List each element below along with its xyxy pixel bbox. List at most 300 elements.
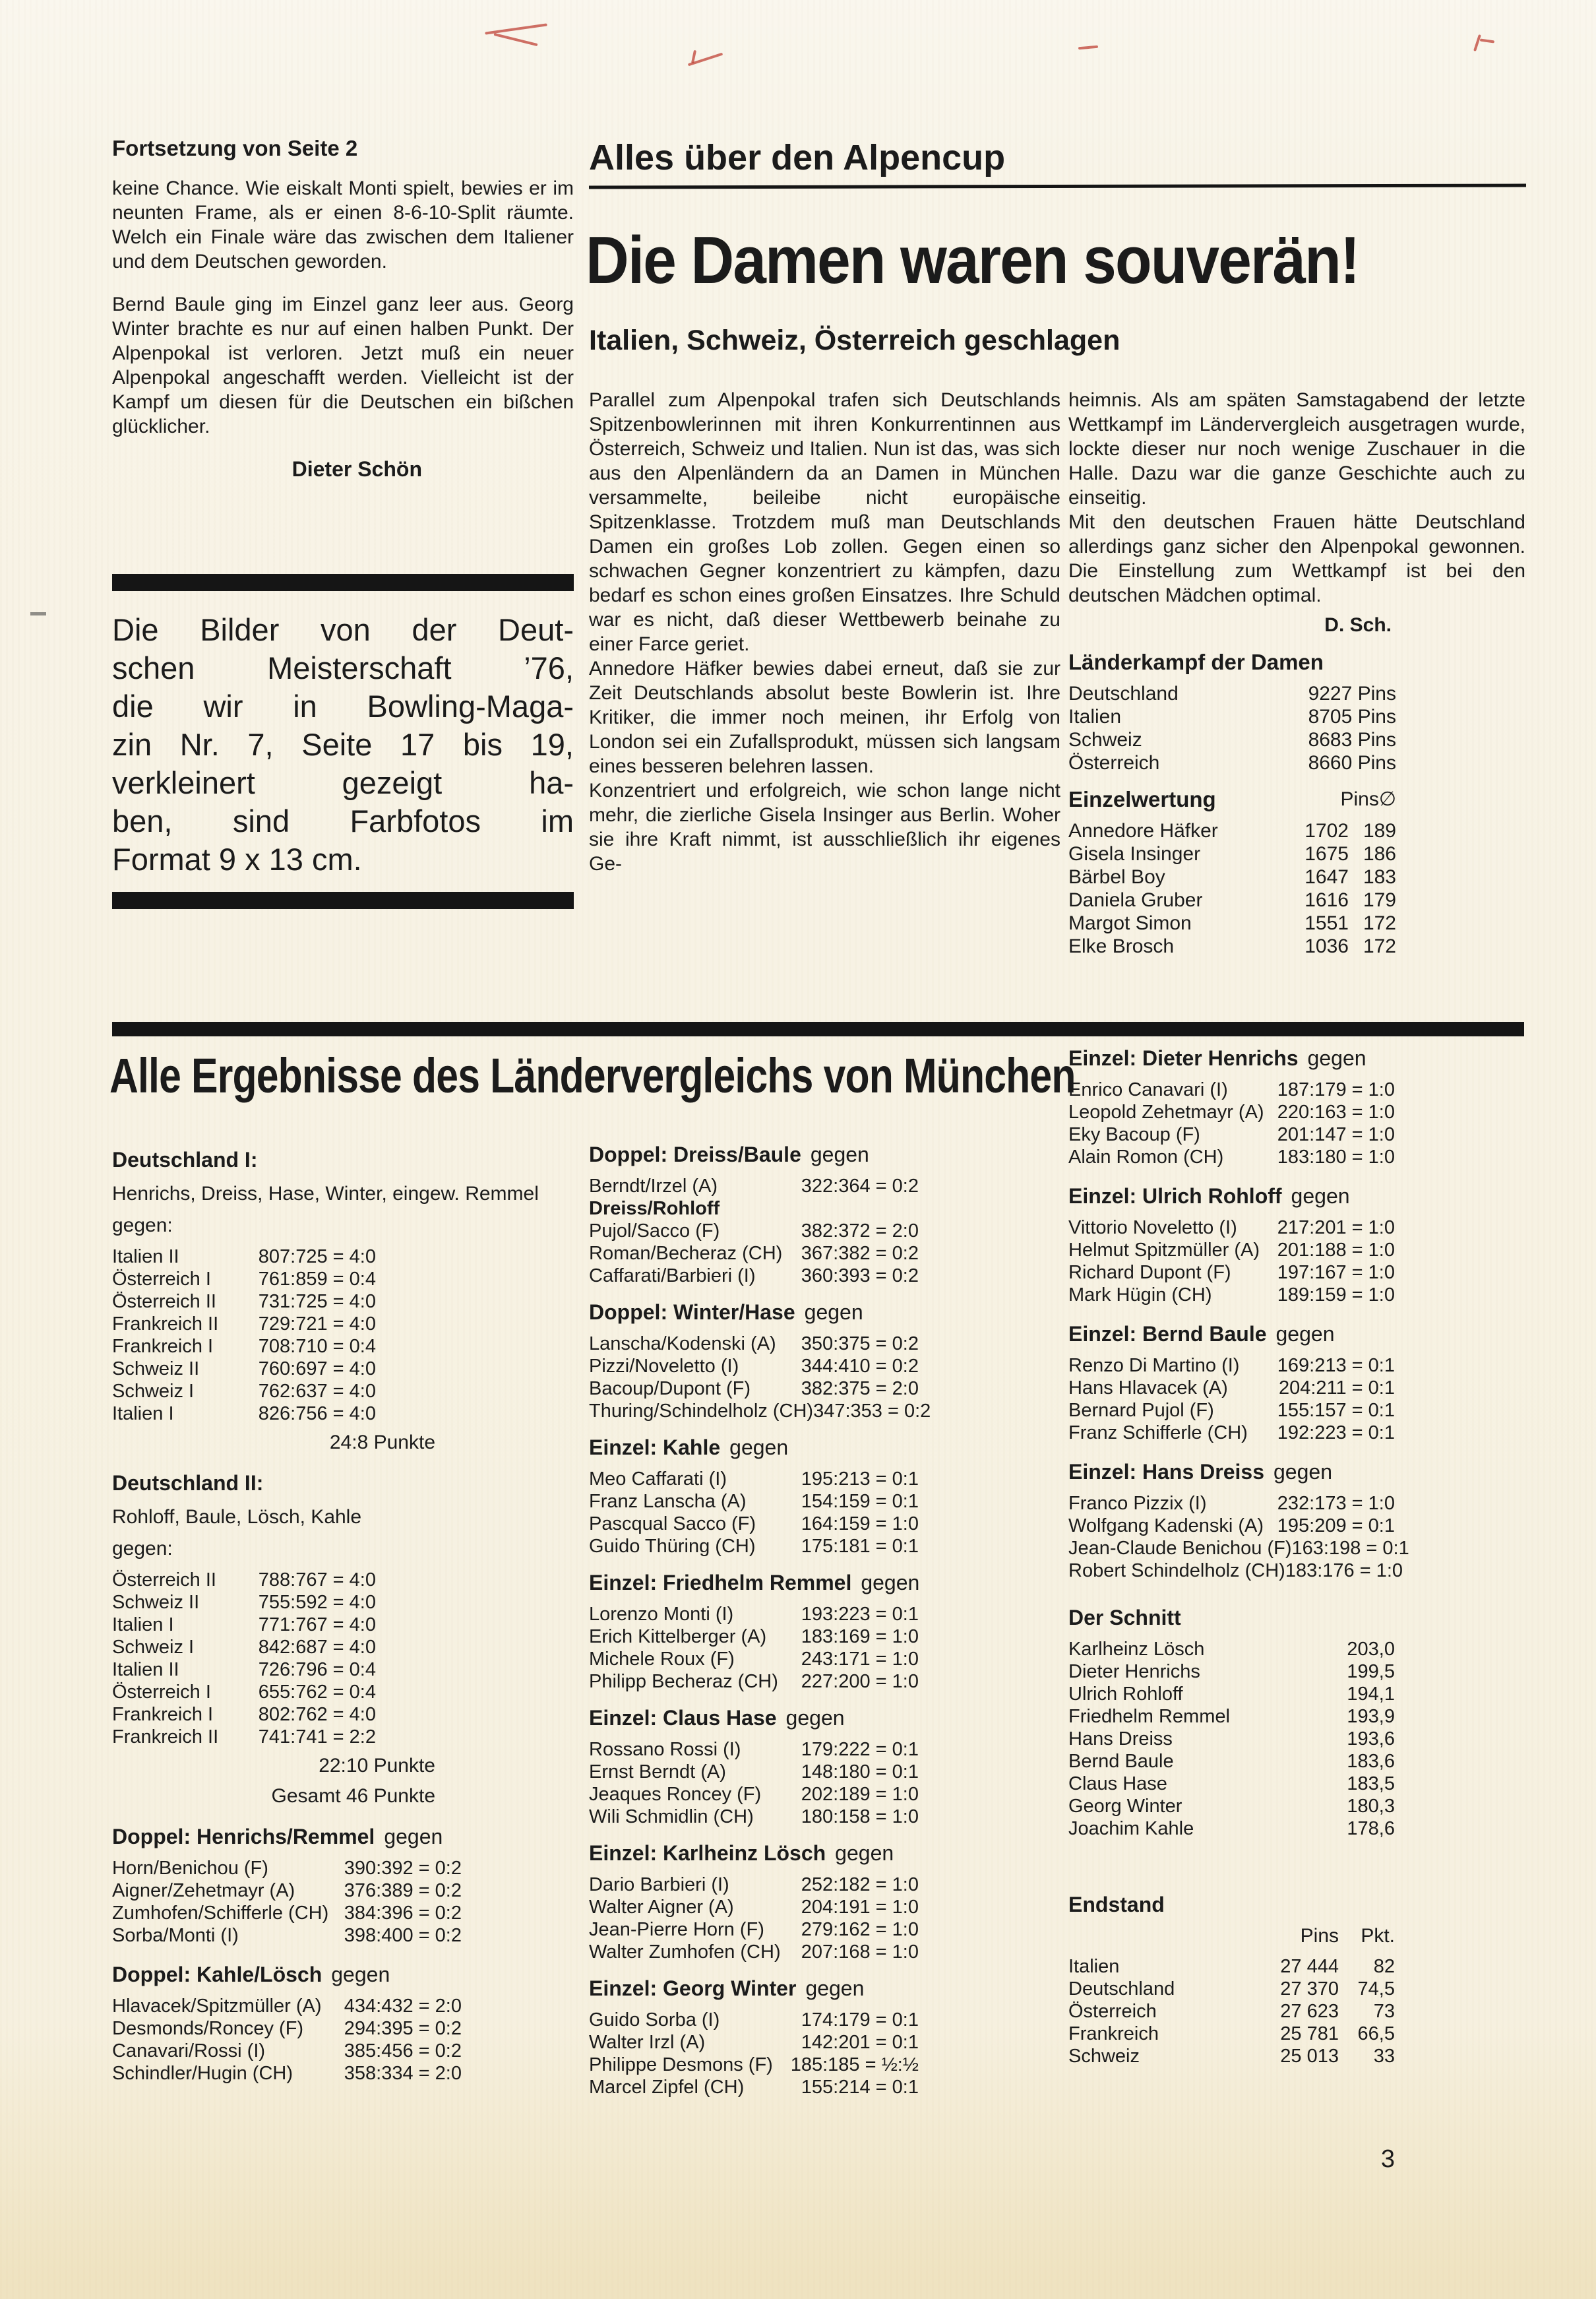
promo-word: Farbfotos [350,803,481,838]
result-row [1068,1537,1409,1559]
result-score: 760:697 = 4:0 [258,1358,376,1379]
player-avg: 172 [1363,935,1396,957]
result-name: Walter Aigner (A) [589,1897,734,1918]
result-name: Zumhofen/Schifferle (CH) [112,1903,329,1924]
section-heading-bold: Einzel: Friedhelm Remmel [589,1571,852,1594]
result-row [112,1879,462,1902]
result-score: 741:741 = 2:2 [258,1726,376,1748]
result-score: 169:213 = 0:1 [1277,1355,1395,1376]
results-title-text: Alle Ergebnisse des Ländervergleichs von München [109,1048,1076,1103]
result-score: 179:222 = 0:1 [801,1739,919,1760]
sub-headline: Italien, Schweiz, Österreich geschlagen [589,325,1120,356]
result-name: Jean-Pierre Horn (F) [589,1919,764,1940]
player-row [1068,819,1396,842]
result-row [1068,1705,1395,1728]
section-heading-bold: Einzel: Claus Hase [589,1706,777,1730]
section-heading-bold: Deutschland I: [112,1148,258,1172]
result-row [589,1896,919,1918]
promo-divider-bottom [112,892,574,909]
article-column-right [1068,388,1525,637]
section-heading-normal: gegen [1291,1184,1350,1208]
result-name: Eky Bacoup (F) [1068,1124,1200,1145]
result-score: 294:395 = 0:2 [344,2018,462,2039]
result-name: Dreiss/Rohloff [589,1198,720,1219]
section-heading [112,1148,574,1172]
section-heading-normal: gegen [384,1825,443,1848]
section-heading [1068,1893,1525,1917]
result-row [1068,1559,1403,1582]
result-name: Alain Romon (CH) [1068,1147,1224,1168]
result-score: 398:400 = 0:2 [344,1925,462,1946]
section-heading [1068,1606,1525,1630]
result-row [112,1681,376,1703]
promo-line [112,649,574,687]
result-score: 788:767 = 4:0 [258,1569,376,1590]
result-row [1068,1079,1395,1101]
result-name: Rossano Rossi (I) [589,1739,741,1760]
section-intro: Rohloff, Baule, Lösch, Kahle [112,1506,362,1528]
result-row [1068,1261,1395,1284]
gegen-label: gegen: [112,1214,173,1236]
promo-line [112,764,574,802]
endstand-header [1068,1925,1395,1947]
player-avg: 186 [1363,843,1396,865]
result-row [112,1380,376,1402]
result-row [112,1857,462,1879]
result-row [1068,1399,1395,1422]
result-score: 201:147 = 1:0 [1277,1124,1395,1145]
country-name: Schweiz [1068,2046,1140,2067]
damen-team-row [1068,682,1396,705]
body-paragraph: Annedore Häfker bewies dabei erneut, daß sie zur Zeit Deutschlands absolut beste Bowlerin ist. Ihre Kritiker, die immer noch meinen, ihr Erfolg von London sei ein Zufallsprodukt, müssen sich langsam eines besseren belehren lassen. [589,658,1060,777]
country-name: Frankreich [1068,2023,1159,2044]
player-pins: 1036 [1304,935,1349,957]
result-score: 199,5 [1347,1661,1395,1682]
red-scan-mark [1480,38,1494,43]
total-line: Gesamt 46 Punkte [271,1785,435,1807]
result-row [589,1603,919,1625]
result-name: Desmonds/Roncey (F) [112,2018,304,2039]
promo-word: im [541,803,574,838]
results-section [112,1471,574,1809]
result-score: 227:200 = 1:0 [801,1671,919,1692]
promo-word: Nr. [179,727,220,762]
result-name: Georg Winter [1068,1796,1182,1817]
section-heading-normal: gegen [835,1841,894,1865]
country-points: 73 [1373,2001,1395,2022]
country-pins: 25 781 [1280,2023,1339,2044]
result-name: Franz Lanscha (A) [589,1491,747,1512]
result-score: 350:375 = 0:2 [801,1333,919,1354]
result-score: 376:389 = 0:2 [344,1880,462,1901]
result-score: 434:432 = 2:0 [344,1996,462,2017]
result-score: 195:213 = 0:1 [801,1468,919,1490]
result-name: Philipp Becheraz (CH) [589,1671,778,1692]
result-row [1068,1354,1395,1377]
result-name: Pascqual Sacco (F) [589,1513,756,1534]
result-name: Friedhelm Remmel [1068,1706,1230,1727]
result-name: Bacoup/Dupont (F) [589,1378,751,1399]
section-heading [589,1706,1060,1730]
result-score: 180,3 [1347,1796,1395,1817]
section-heading-bold: Einzel: Kahle [589,1435,721,1459]
endstand-row [1068,2045,1395,2067]
section-heading [1068,1460,1525,1484]
section-intro: Henrichs, Dreiss, Hase, Winter, eingew. Remmel [112,1183,539,1205]
player-pins: 1702 [1304,820,1349,842]
team-name: Schweiz [1068,729,1142,751]
player-name: Gisela Insinger [1068,843,1201,865]
section-heading-bold: Einzel: Bernd Baule [1068,1322,1267,1346]
result-name: Berndt/Irzel (A) [589,1176,718,1197]
promo-word: wir [203,689,243,724]
result-score: 358:334 = 2:0 [344,2063,462,2084]
promo-word: bis [462,727,503,762]
result-name: Bernd Baule [1068,1751,1174,1772]
result-score: 347:353 = 0:2 [813,1401,931,1422]
section-heading [589,1841,1060,1866]
article-column-left [589,388,1060,876]
result-score: 175:181 = 0:1 [801,1536,919,1557]
column-header-pkt: Pkt. [1361,1925,1395,1947]
result-row [112,2017,462,2040]
promo-line [112,687,574,726]
result-score: 202:189 = 1:0 [801,1784,919,1805]
section-heading-normal: gegen [1307,1046,1366,1070]
team-name: Italien [1068,706,1122,728]
result-row [589,1468,919,1490]
section-heading-bold: Doppel: Dreiss/Baule [589,1143,801,1166]
result-name: Italien I [112,1614,174,1635]
result-row [1068,1146,1395,1168]
results-section [1068,1322,1525,1444]
result-row [589,1761,919,1783]
result-name: Renzo Di Martino (I) [1068,1355,1240,1376]
result-name: Schweiz I [112,1637,195,1658]
result-score: 193,6 [1347,1728,1395,1749]
result-row [1068,1773,1395,1795]
section-heading-normal: gegen [861,1571,920,1594]
result-score: 729:721 = 4:0 [258,1313,376,1335]
player-name: Annedore Häfker [1068,820,1218,842]
section-heading-normal: gegen [1274,1460,1332,1484]
result-row [1068,1239,1395,1261]
result-score: 197:167 = 1:0 [1277,1262,1395,1283]
result-row [589,1175,919,1197]
results-section [589,1435,1060,1558]
total-line: 22:10 Punkte [319,1755,435,1777]
promo-word: gezeigt [342,765,443,800]
country-pins: 27 370 [1280,1978,1339,2000]
result-name: Ernst Berndt (A) [589,1761,726,1782]
result-score: 771:767 = 4:0 [258,1614,376,1635]
country-name: Österreich [1068,2001,1157,2022]
endstand-row [1068,2000,1395,2023]
endstand-row [1068,1978,1395,2000]
result-score: 185:185 = ½:½ [790,2054,919,2075]
result-name: Dieter Henrichs [1068,1661,1200,1682]
total-line: 24:8 Punkte [329,1432,435,1453]
result-score: 204:211 = 0:1 [1278,1377,1395,1399]
result-score: 761:859 = 0:4 [258,1269,376,1290]
promo-word: Bowling-Maga- [367,689,574,724]
result-name: Hans Dreiss [1068,1728,1173,1749]
result-row [589,1738,919,1761]
result-score: 708:710 = 0:4 [258,1336,376,1357]
result-row [1068,1817,1395,1840]
section-heading-bold: Der Schnitt [1068,1606,1181,1629]
result-name: Frankreich II [112,1313,219,1335]
endstand-header-spacer [1068,1925,1263,1947]
results-section [589,1976,1060,2098]
results-section [589,1706,1060,1828]
team-name: Österreich [1068,752,1160,774]
result-name: Franco Pizzix (I) [1068,1493,1207,1514]
result-row [112,1402,376,1425]
result-name: Sorba/Monti (I) [112,1925,239,1946]
result-name: Aigner/Zehetmayr (A) [112,1880,295,1901]
result-row [112,1290,376,1313]
result-name: Marcel Zipfel (CH) [589,2077,745,2098]
section-heading-normal: gegen [331,1963,390,1986]
author-signature: D. Sch. [1324,614,1392,636]
column-header-pins: Pins [1300,1925,1339,1947]
player-name: Elke Brosch [1068,935,1175,957]
red-scan-mark [494,33,538,46]
result-score: 142:201 = 0:1 [801,2032,919,2053]
promo-word: der [412,612,457,647]
result-score: 802:762 = 4:0 [258,1704,376,1725]
result-row [589,1625,919,1648]
promo-text [112,611,574,879]
results-section [589,1841,1060,1963]
result-score: 842:687 = 4:0 [258,1637,376,1658]
promo-word: Bilder [200,612,280,647]
endstand-row [1068,2023,1395,2045]
result-name: Frankreich I [112,1704,214,1725]
section-heading-bold: Endstand [1068,1893,1165,1916]
section-heading-normal: gegen [785,1706,845,1730]
promo-word: von [321,612,371,647]
body-paragraph: Bernd Baule ging im Einzel ganz leer aus. Georg Winter brachte es nur auf einen halben Punkt. Der Alpenpokal ist verloren. Jetzt muß ein neuer Alpenpokal angeschafft werden. Vielleicht ist der Kampf um diesen für die Deutschen ein bißchen glücklicher. [112,294,574,437]
promo-divider-top [112,574,574,591]
result-score: 382:372 = 2:0 [801,1220,919,1242]
result-row [589,2054,919,2076]
result-row [1068,1422,1395,1444]
red-scan-mark [1078,46,1098,50]
result-score: 163:198 = 0:1 [1291,1538,1409,1559]
result-score: 203,0 [1347,1639,1395,1660]
section-heading-normal: gegen [729,1435,789,1459]
result-name: Vittorio Noveletto (I) [1068,1217,1237,1238]
player-name: Margot Simon [1068,912,1192,934]
country-pins: 27 623 [1280,2001,1339,2022]
result-name: Erich Kittelberger (A) [589,1626,767,1647]
result-row [589,1783,919,1806]
promo-line [112,611,574,649]
result-name: Claus Hase [1068,1773,1167,1794]
promo-word: Die [112,612,159,647]
result-score: 155:157 = 0:1 [1277,1400,1395,1421]
result-row [589,1333,919,1355]
result-name: Lanscha/Kodenski (A) [589,1333,776,1354]
result-name: Ulrich Rohloff [1068,1684,1183,1705]
promo-word: 19, [530,727,574,762]
result-row [589,1670,919,1693]
result-row [112,1924,462,1947]
player-row [1068,912,1396,935]
section-heading [1068,1322,1525,1346]
result-score: 174:179 = 0:1 [801,2009,919,2031]
section-heading [589,1571,1060,1595]
result-row [112,1636,376,1658]
result-score: 726:796 = 0:4 [258,1659,376,1680]
team-pins: 8660 Pins [1308,752,1396,774]
result-score: 183,6 [1347,1751,1395,1772]
result-row [589,1874,919,1896]
promo-word: ’76, [524,650,574,685]
results-section [1068,1606,1525,1840]
team-pins: 8683 Pins [1308,729,1396,751]
result-row [589,1918,919,1941]
result-score: 279:162 = 1:0 [801,1919,919,1940]
result-name: Pujol/Sacco (F) [589,1220,720,1242]
result-row [112,1569,376,1591]
result-score: 755:592 = 4:0 [258,1592,376,1613]
promo-word: Seite [301,727,373,762]
result-score: 217:201 = 1:0 [1277,1217,1395,1238]
kicker-rule [589,184,1526,189]
promo-word: ha- [529,765,574,800]
result-name: Canavari/Rossi (I) [112,2040,266,2062]
result-name: Schweiz II [112,1592,200,1613]
result-score: 178,6 [1347,1818,1395,1839]
result-row [589,1806,919,1828]
result-name: Franz Schifferle (CH) [1068,1422,1248,1443]
result-score: 180:158 = 1:0 [801,1806,919,1827]
result-score: 195:209 = 0:1 [1277,1515,1395,1536]
result-name: Österreich II [112,1569,216,1590]
result-row [1068,1377,1395,1399]
continuation-label: Fortsetzung von Seite 2 [112,136,358,160]
result-name: Horn/Benichou (F) [112,1858,268,1879]
result-score: 826:756 = 4:0 [258,1403,376,1424]
section-heading [589,1143,1060,1167]
result-name: Guido Sorba (I) [589,2009,720,2031]
result-score: 187:179 = 1:0 [1277,1079,1395,1100]
result-score: 220:163 = 1:0 [1277,1102,1395,1123]
result-row [112,1313,376,1335]
result-row [589,2076,919,2098]
endstand-row [1068,1955,1395,1978]
promo-word: ben, [112,803,173,838]
body-paragraph: heimnis. Als am späten Samstagabend der letzte Wettkampf im Ländervergleich ausgetragen wurde, lockte dieser nur noch wenige Zuschauer in die Halle. Dazu war die ganze Geschichte auch zu einseitig. [1068,389,1525,509]
body-paragraph: keine Chance. Wie eiskalt Monti spielt, bewies er im neunten Frame, als er einen 8-6-10-Split räumte. Welch ein Finale wäre das zwischen dem Italiener und dem Deutschen geworden. [112,177,574,272]
result-row [112,1614,376,1636]
result-name: Mark Hügin (CH) [1068,1284,1212,1306]
result-row [589,1197,919,1220]
result-score: 243:171 = 1:0 [801,1649,919,1670]
section-heading [589,1300,1060,1325]
result-row [1068,1216,1395,1239]
section-heading-bold: Einzel: Dieter Henrichs [1068,1046,1299,1070]
result-row [589,1265,919,1287]
results-section [1068,1893,1525,2067]
result-row [112,1703,376,1726]
result-score: 164:159 = 1:0 [801,1513,919,1534]
results-section [112,1963,574,2085]
result-score: 367:382 = 0:2 [801,1243,919,1264]
result-name: Guido Thüring (CH) [589,1536,756,1557]
result-name: Frankreich II [112,1726,219,1748]
section-heading-bold: Doppel: Winter/Hase [589,1300,795,1324]
damen-team-row [1068,751,1396,774]
result-name: Hans Hlavacek (A) [1068,1377,1228,1399]
result-row [112,1658,376,1681]
team-pins: 8705 Pins [1308,706,1396,728]
country-name: Deutschland [1068,1978,1175,2000]
result-row [1068,1492,1395,1515]
result-row [589,2031,919,2054]
result-row [1068,1123,1395,1146]
red-scan-mark [1473,34,1481,51]
column-header-pins: Pins [1340,788,1379,810]
promo-word: Deut- [498,612,574,647]
result-row [589,1400,931,1422]
promo-word: zin [112,727,152,762]
player-name: Bärbel Boy [1068,866,1165,888]
results-column-1 [112,1148,574,2085]
result-name: Österreich I [112,1269,211,1290]
section-heading [112,1825,574,1849]
result-name: Hlavacek/Spitzmüller (A) [112,1996,322,2017]
result-row [1068,1728,1395,1750]
result-row [112,1902,462,1924]
column-header-avg: ∅ [1378,788,1396,810]
einzelwertung-header [1068,786,1396,813]
result-score: 155:214 = 0:1 [801,2077,919,2098]
results-section [589,1143,1060,1287]
result-name: Österreich I [112,1682,211,1703]
result-row [1068,1638,1395,1660]
result-name: Schindler/Hugin (CH) [112,2063,293,2084]
section-heading [589,1435,1060,1460]
damen-team-row [1068,705,1396,728]
result-score: 183,5 [1347,1773,1395,1794]
result-score: 655:762 = 0:4 [258,1682,376,1703]
result-score: 204:191 = 1:0 [801,1897,919,1918]
result-row [1068,1795,1395,1817]
player-avg: 172 [1363,912,1396,934]
result-name: Roman/Becheraz (CH) [589,1243,783,1264]
section-heading-bold: Doppel: Henrichs/Remmel [112,1825,375,1848]
damen-results-title: Länderkampf der Damen [1068,650,1324,674]
result-name: Bernard Pujol (F) [1068,1400,1214,1421]
player-pins: 1675 [1304,843,1349,865]
results-section [112,1148,574,1455]
result-score: 232:173 = 1:0 [1277,1493,1395,1514]
result-row [589,1513,919,1535]
player-row [1068,889,1396,912]
result-row [112,1335,376,1358]
section-heading-bold: Einzel: Karlheinz Lösch [589,1841,826,1865]
result-score: 384:396 = 0:2 [344,1903,462,1924]
promo-line [112,726,574,764]
player-pins: 1647 [1304,866,1349,888]
result-score: 807:725 = 4:0 [258,1246,376,1267]
promo-word: die [112,689,154,724]
result-row [589,2009,919,2031]
